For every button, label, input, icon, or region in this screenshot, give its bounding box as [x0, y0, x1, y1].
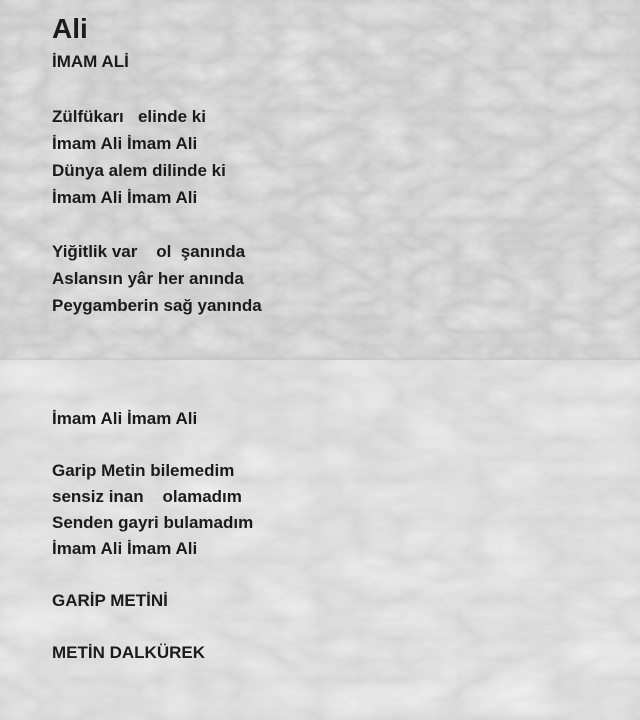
poem-subtitle: İMAM ALİ [52, 52, 129, 71]
poem-line: Garip Metin bilemedim [52, 461, 235, 480]
poem-line: sensiz inan olamadım [52, 487, 242, 506]
poem-line: İmam Ali İmam Ali [52, 539, 198, 558]
poem-line: İmam Ali İmam Ali [52, 188, 198, 207]
signature-title: GARİP METİNİ [52, 591, 168, 610]
poem-line: Zülfükarı elinde ki [52, 107, 206, 126]
poem-line: Yiğitlik var ol şanında [52, 242, 246, 261]
poem-line: Dünya alem dilinde ki [52, 161, 226, 180]
poem-line: İmam Ali İmam Ali [52, 134, 198, 153]
poem-line: Senden gayri bulamadım [52, 513, 254, 532]
poem-line: Peygamberin sağ yanında [52, 296, 262, 315]
author-name: METİN DALKÜREK [52, 643, 205, 662]
poem-header-section [52, 13, 262, 319]
page-title: Ali [52, 13, 88, 44]
poem-line: Aslansın yâr her anında [52, 269, 244, 288]
stanza-1 [52, 103, 262, 211]
stanza-3 [52, 458, 253, 562]
poem-footer-section [52, 406, 253, 666]
stanza-2 [52, 238, 262, 319]
refrain-line: İmam Ali İmam Ali [52, 409, 198, 428]
